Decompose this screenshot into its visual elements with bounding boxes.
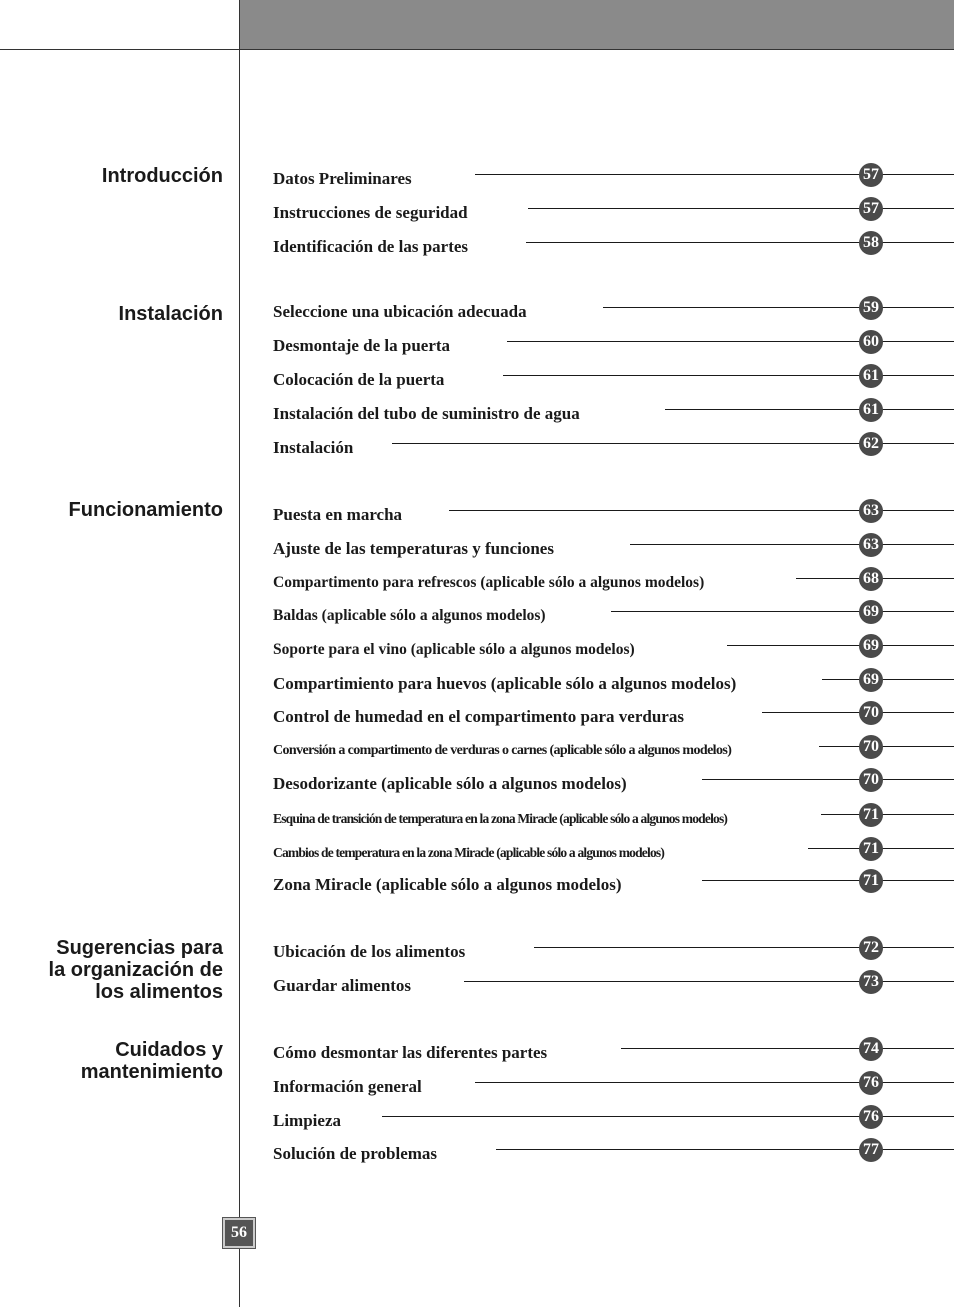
- page-number-badge: 71: [859, 837, 883, 861]
- toc-entry-label: Desmontaje de la puerta: [273, 335, 456, 357]
- page-number-badge: 70: [859, 768, 883, 792]
- header-band: [240, 0, 954, 50]
- section-title-sugerencias: Sugerencias para la organización de los alimentos: [48, 937, 223, 1003]
- toc-entry-label: Zona Miracle (aplicable sólo a algunos modelos): [273, 874, 628, 896]
- page-number-badge: 63: [859, 499, 883, 523]
- toc-entry[interactable]: [273, 335, 954, 359]
- page-number-badge: 62: [859, 432, 883, 456]
- toc-entry-label: Seleccione una ubicación adecuada: [273, 301, 533, 323]
- vertical-divider: [239, 0, 240, 1307]
- leader-line: [526, 242, 954, 243]
- leader-line: [702, 880, 954, 881]
- toc-entry[interactable]: [273, 740, 954, 764]
- section-title-introduccion: Introducción: [101, 165, 223, 187]
- toc-entry-label: Conversión a compartimento de verduras o carnes (aplicable sólo a algunos modelos): [273, 740, 737, 762]
- toc-entry-label: Instalación: [273, 437, 359, 459]
- page-number-badge: 73: [859, 970, 883, 994]
- page-number-badge: 70: [859, 701, 883, 725]
- leader-line: [611, 611, 954, 612]
- toc-entry[interactable]: [273, 202, 954, 226]
- toc-entry-label: Ajuste de las temperaturas y funciones: [273, 538, 560, 560]
- header-rule: [0, 49, 954, 50]
- page-number-badge: 57: [859, 197, 883, 221]
- section-title-instalacion: Instalación: [118, 303, 223, 325]
- leader-line: [603, 307, 954, 308]
- toc-entry-label: Esquina de transición de temperatura en la zona Miracle (aplicable sólo a algunos modelos): [273, 808, 733, 830]
- page-number-badge: 70: [859, 735, 883, 759]
- page-number-badge: 71: [859, 869, 883, 893]
- toc-entry[interactable]: [273, 842, 954, 866]
- toc-entry-label: Compartimento para refrescos (aplicable sólo a algunos modelos): [273, 572, 710, 594]
- page-number-badge: 76: [859, 1071, 883, 1095]
- toc-entry[interactable]: [273, 437, 954, 461]
- page-number-badge: 74: [859, 1037, 883, 1061]
- page-number-badge: 61: [859, 364, 883, 388]
- toc-entry-label: Guardar alimentos: [273, 975, 417, 997]
- page-number-badge: 68: [859, 567, 883, 591]
- toc-entry[interactable]: [273, 673, 954, 697]
- section-title-cuidados: Cuidados y mantenimiento: [80, 1039, 223, 1083]
- toc-entry[interactable]: [273, 1042, 954, 1066]
- page-number-badge: 69: [859, 634, 883, 658]
- page-number-badge: 69: [859, 600, 883, 624]
- section-title-funcionamiento: Funcionamiento: [68, 499, 223, 521]
- toc-entry-label: Control de humedad en el compartimento para verduras: [273, 706, 690, 728]
- leader-line: [665, 409, 954, 410]
- toc-entry-label: Identificación de las partes: [273, 236, 474, 258]
- toc-entry-label: Cómo desmontar las diferentes partes: [273, 1042, 553, 1064]
- toc-entry-label: Baldas (aplicable sólo a algunos modelos): [273, 605, 552, 627]
- page-number-badge: 57: [859, 163, 883, 187]
- toc-entry-label: Limpieza: [273, 1110, 347, 1132]
- toc-entry[interactable]: [273, 1143, 954, 1167]
- page-number-badge: 58: [859, 231, 883, 255]
- leader-line: [630, 544, 954, 545]
- toc-entry[interactable]: [273, 369, 954, 393]
- toc-entry-label: Desodorizante (aplicable sólo a algunos modelos): [273, 773, 633, 795]
- toc-entry[interactable]: [273, 301, 954, 325]
- leader-line: [528, 208, 954, 209]
- leader-line: [822, 679, 954, 680]
- toc-entry[interactable]: [273, 605, 954, 629]
- page-number-badge: 61: [859, 398, 883, 422]
- toc-entry[interactable]: [273, 1110, 954, 1134]
- toc-entry[interactable]: [273, 168, 954, 192]
- leader-line: [503, 375, 954, 376]
- toc-entry-label: Colocación de la puerta: [273, 369, 450, 391]
- leader-line: [621, 1048, 954, 1049]
- toc-entry-label: Puesta en marcha: [273, 504, 408, 526]
- toc-entry-label: Información general: [273, 1076, 428, 1098]
- toc-entry[interactable]: [273, 773, 954, 797]
- page-number-badge: 76: [859, 1105, 883, 1129]
- page-number-badge: 77: [859, 1138, 883, 1162]
- toc-entry[interactable]: [273, 975, 954, 999]
- leader-line: [727, 645, 954, 646]
- toc-entry-label: Cambios de temperatura en la zona Miracle (aplicable sólo a algunos modelos): [273, 842, 670, 864]
- toc-entry-label: Datos Preliminares: [273, 168, 418, 190]
- toc-entry-label: Instrucciones de seguridad: [273, 202, 474, 224]
- leader-line: [702, 779, 954, 780]
- toc-entry-label: Compartimiento para huevos (aplicable sólo a algunos modelos): [273, 673, 742, 695]
- toc-entry[interactable]: [273, 572, 954, 596]
- toc-entry[interactable]: [273, 403, 954, 427]
- leader-line: [821, 814, 954, 815]
- toc-entry-label: Ubicación de los alimentos: [273, 941, 471, 963]
- toc-entry-label: Soporte para el vino (aplicable sólo a algunos modelos): [273, 639, 641, 661]
- toc-entry-label: Solución de problemas: [273, 1143, 443, 1165]
- page-number-badge: 59: [859, 296, 883, 320]
- leader-line: [534, 947, 954, 948]
- leader-line: [819, 746, 954, 747]
- toc-entry[interactable]: [273, 504, 954, 528]
- toc-entry[interactable]: [273, 941, 954, 965]
- page-number-badge: 69: [859, 668, 883, 692]
- toc-entry[interactable]: [273, 808, 954, 832]
- toc-entry[interactable]: [273, 236, 954, 260]
- leader-line: [762, 712, 954, 713]
- toc-entry[interactable]: [273, 1076, 954, 1100]
- toc-entry[interactable]: [273, 874, 954, 898]
- leader-line: [507, 341, 954, 342]
- page-number-badge: 63: [859, 533, 883, 557]
- toc-entry[interactable]: [273, 538, 954, 562]
- leader-line: [496, 1149, 954, 1150]
- toc-entry[interactable]: [273, 639, 954, 663]
- toc-entry-label: Instalación del tubo de suministro de agua: [273, 403, 586, 425]
- page-number-badge: 72: [859, 936, 883, 960]
- toc-entry[interactable]: [273, 706, 954, 730]
- page-number-badge: 60: [859, 330, 883, 354]
- page-number-badge: 71: [859, 803, 883, 827]
- page-number: 56: [223, 1218, 255, 1248]
